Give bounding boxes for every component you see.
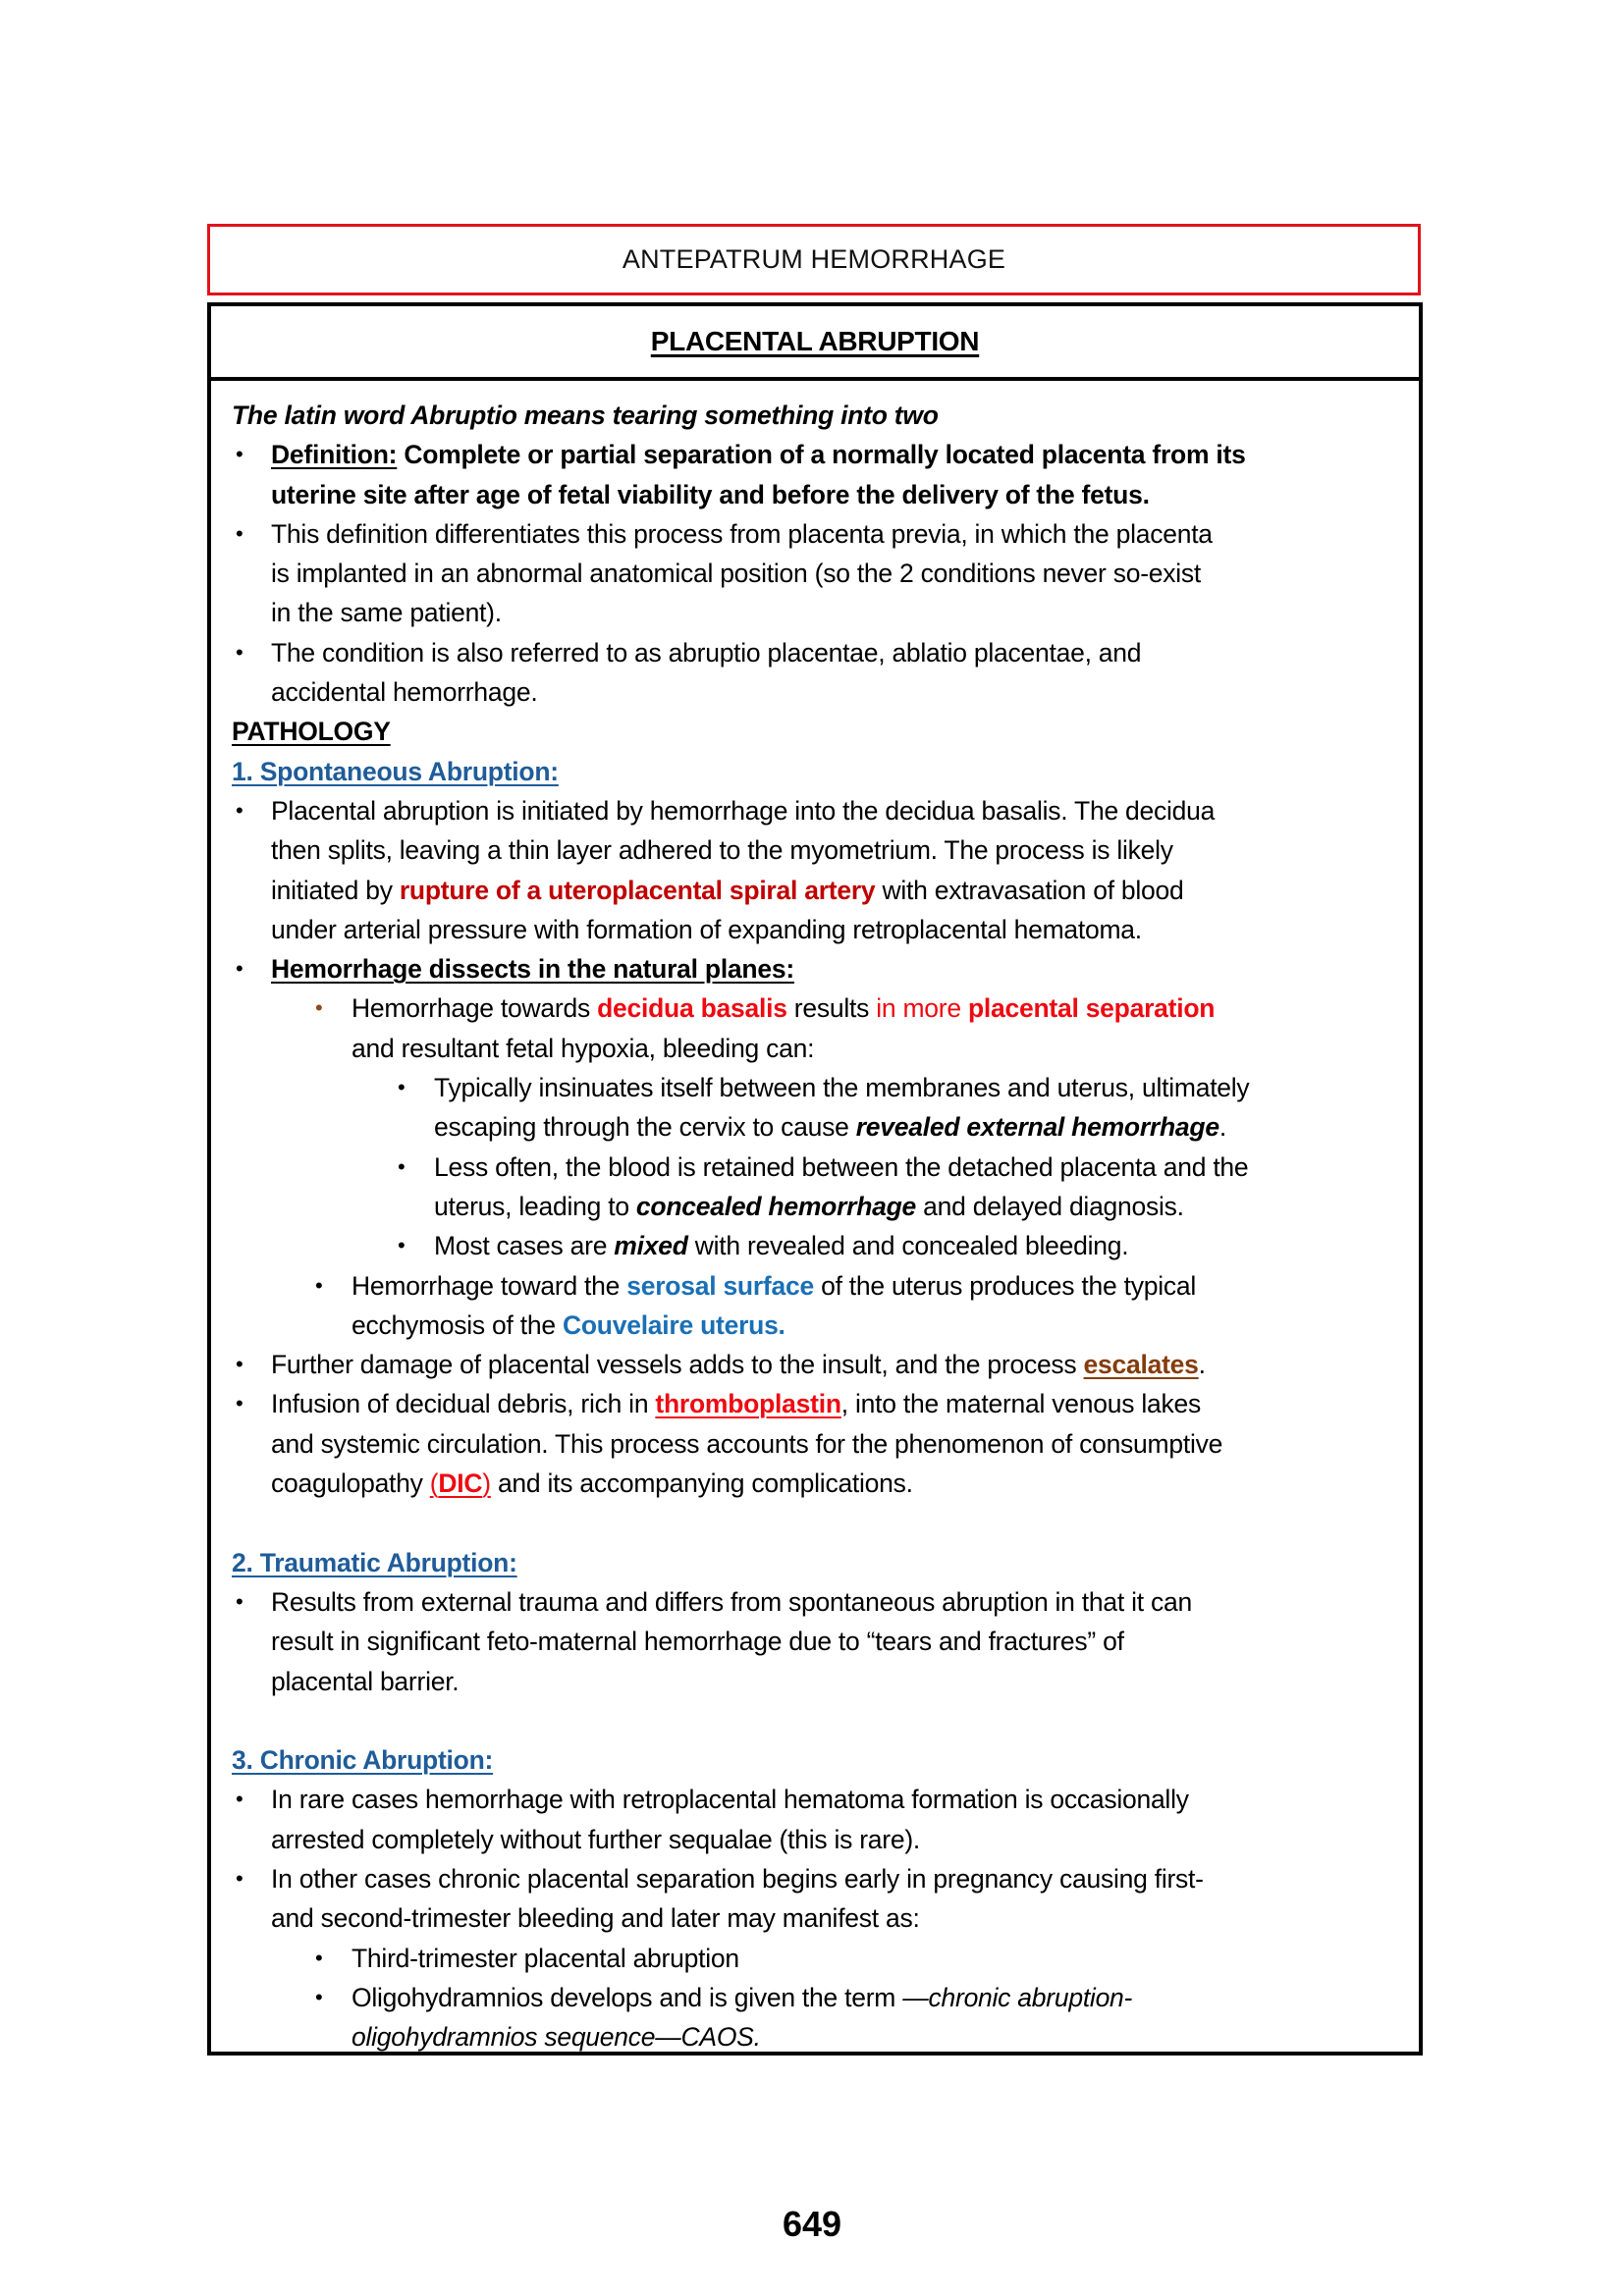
- chronic-other-text: In other cases chronic placental separation begins early in pregnancy causing first-: [271, 1863, 1204, 1894]
- revealed-text: escaping through the cervix to cause: [434, 1112, 856, 1143]
- dic-paren-close: ): [482, 1468, 491, 1499]
- decidua-red-text: in more: [876, 993, 968, 1024]
- thromboplastin-text: and systemic circulation. This process accounts for the phenomenon of consumptive: [271, 1428, 1223, 1459]
- synonyms-item-cont: [232, 672, 1419, 712]
- traumatic-item-cont: [232, 1622, 1419, 1661]
- concealed-text: uterus, leading to: [434, 1191, 636, 1221]
- chapter-title: ANTEPATRUM HEMORRHAGE: [622, 244, 1006, 274]
- chronic-rare-text: In rare cases hemorrhage with retroplacental hematoma formation is occasionally: [271, 1785, 1189, 1815]
- revealed-term: revealed external hemorrhage: [855, 1112, 1219, 1143]
- serosal-surface-highlight: serosal surface: [626, 1270, 814, 1301]
- initiation-item: [232, 791, 1419, 830]
- bullet-icon: •: [236, 442, 244, 467]
- section-content: [211, 385, 1419, 2056]
- section-title: PLACENTAL ABRUPTION: [650, 326, 980, 356]
- initiation-item-cont: [232, 830, 1419, 870]
- blank-line: [232, 1503, 1419, 1542]
- mixed-item: [232, 1226, 1419, 1265]
- bullet-icon: •: [398, 1153, 406, 1179]
- blank-line: [232, 1701, 1419, 1740]
- definition-label: Definition:: [271, 440, 398, 470]
- traumatic-heading: 2. Traumatic Abruption:: [232, 1547, 517, 1577]
- synonyms-text: The condition is also referred to as abruptio placentae, ablatio placentae, and: [271, 637, 1142, 667]
- decidua-item: [232, 988, 1419, 1028]
- concealed-term: concealed hemorrhage: [635, 1191, 917, 1221]
- differentiation-text: is implanted in an abnormal anatomical position (so the 2 conditions never so-exist: [271, 559, 1202, 589]
- couvelaire-highlight: Couvelaire uterus.: [562, 1309, 785, 1340]
- thromboplastin-item-cont: [232, 1424, 1419, 1464]
- chapter-title-box: [207, 224, 1421, 295]
- escalates-highlight: escalates: [1083, 1350, 1199, 1380]
- initiation-item-cont: [232, 910, 1419, 949]
- bullet-icon: •: [236, 1391, 244, 1416]
- bullet-icon: •: [236, 956, 244, 982]
- decidua-text: and resultant fetal hypoxia, bleeding can:: [352, 1033, 815, 1063]
- dic-paren-open: (: [429, 1468, 439, 1499]
- differentiation-item: [232, 514, 1419, 554]
- bullet-icon: •: [315, 995, 323, 1021]
- thromboplastin-highlight: thromboplastin: [655, 1389, 841, 1419]
- thromboplastin-text: coagulopathy: [271, 1468, 430, 1499]
- thromboplastin-text: , into the maternal venous lakes: [840, 1389, 1201, 1419]
- decidua-basalis-highlight: decidua basalis: [597, 993, 787, 1024]
- concealed-item: [232, 1148, 1419, 1187]
- serosal-item-cont: [232, 1306, 1419, 1345]
- definition-text: Complete or partial separation of a normally located placenta from its: [397, 440, 1246, 470]
- spontaneous-heading-line: [232, 752, 1419, 791]
- chronic-other-text: and second-trimester bleeding and later may manifest as:: [271, 1903, 920, 1934]
- dic-highlight: DIC: [438, 1468, 483, 1499]
- traumatic-item: [232, 1582, 1419, 1622]
- initiation-text: with extravasation of blood: [875, 875, 1184, 905]
- decidua-item-cont: [232, 1029, 1419, 1068]
- section-header: [211, 306, 1419, 381]
- bullet-icon: •: [315, 1945, 323, 1970]
- chronic-rare-item-cont: [232, 1820, 1419, 1859]
- mixed-term: mixed: [614, 1231, 688, 1261]
- decidua-text: results: [786, 993, 877, 1024]
- chronic-rare-item: [232, 1780, 1419, 1819]
- spontaneous-heading: 1. Spontaneous Abruption:: [232, 756, 559, 786]
- latin-note: The latin word Abruptio means tearing something into two: [232, 400, 939, 430]
- revealed-text: .: [1218, 1112, 1226, 1143]
- traumatic-item-cont: [232, 1662, 1419, 1701]
- synonyms-text: accidental hemorrhage.: [271, 677, 538, 708]
- bullet-icon: •: [236, 1588, 244, 1614]
- mixed-text: Most cases are: [434, 1231, 615, 1261]
- differentiation-text: This definition differentiates this process from placenta previa, in which the placenta: [271, 518, 1213, 549]
- pathology-heading: PATHOLOGY: [232, 717, 391, 747]
- initiation-text: then splits, leaving a thin layer adhered to the myometrium. The process is likely: [271, 835, 1173, 866]
- bullet-icon: •: [398, 1233, 406, 1258]
- differentiation-item-cont: [232, 593, 1419, 632]
- bullet-icon: •: [315, 1272, 323, 1298]
- bullet-icon: •: [236, 1865, 244, 1891]
- bullet-icon: •: [236, 1787, 244, 1812]
- placental-separation-highlight: placental separation: [967, 993, 1216, 1024]
- serosal-text: of the uterus produces the typical: [813, 1270, 1196, 1301]
- initiation-text: under arterial pressure with formation of expanding retroplacental hematoma.: [271, 914, 1142, 944]
- initiation-text: initiated by: [271, 875, 400, 905]
- escalation-item: [232, 1345, 1419, 1384]
- chronic-other-item-cont: [232, 1898, 1419, 1938]
- third-trimester-item: [232, 1939, 1419, 1978]
- concealed-text: Less often, the blood is retained between the detached placenta and the: [434, 1151, 1249, 1182]
- definition-item: [232, 435, 1419, 474]
- synonyms-item: [232, 633, 1419, 672]
- initiation-item-cont: [232, 871, 1419, 910]
- revealed-item-cont: [232, 1107, 1419, 1147]
- thromboplastin-item-cont: [232, 1464, 1419, 1503]
- planes-item: [232, 949, 1419, 988]
- chronic-rare-text: arrested completely without further sequalae (this is rare).: [271, 1824, 921, 1854]
- definition-item-cont: [232, 475, 1419, 514]
- chronic-other-item: [232, 1859, 1419, 1898]
- serosal-text: Hemorrhage toward the: [352, 1270, 627, 1301]
- differentiation-text: in the same patient).: [271, 598, 502, 628]
- caos-term: —chronic abruption-: [902, 1982, 1133, 2012]
- escalation-text: .: [1198, 1350, 1206, 1380]
- caos-item-cont: [232, 2017, 1419, 2056]
- pathology-heading-line: [232, 712, 1419, 751]
- planes-heading: Hemorrhage dissects in the natural planes:: [271, 954, 794, 985]
- traumatic-text: result in significant feto-maternal hemorrhage due to “tears and fractures” of: [271, 1627, 1124, 1657]
- traumatic-text: placental barrier.: [271, 1666, 460, 1696]
- bullet-icon: •: [236, 520, 244, 546]
- bullet-icon: •: [236, 639, 244, 665]
- traumatic-text: Results from external trauma and differs from spontaneous abruption in that it can: [271, 1586, 1192, 1617]
- bullet-icon: •: [315, 1984, 323, 2009]
- serosal-text: ecchymosis of the: [352, 1309, 563, 1340]
- bullet-icon: •: [236, 1352, 244, 1377]
- caos-text: Oligohydramnios develops and is given the term: [352, 1982, 903, 2012]
- decidua-text: Hemorrhage towards: [352, 993, 598, 1024]
- third-trimester-text: Third-trimester placental abruption: [352, 1943, 739, 1973]
- thromboplastin-text: and its accompanying complications.: [490, 1468, 913, 1499]
- section-box: [207, 302, 1423, 2056]
- traumatic-heading-line: [232, 1543, 1419, 1582]
- revealed-text: Typically insinuates itself between the membranes and uterus, ultimately: [434, 1073, 1250, 1103]
- concealed-text: and delayed diagnosis.: [916, 1191, 1184, 1221]
- escalation-text: Further damage of placental vessels adds to the insult, and the process: [271, 1350, 1084, 1380]
- bullet-icon: •: [398, 1075, 406, 1100]
- page-number: 649: [782, 2204, 842, 2244]
- mixed-text: with revealed and concealed bleeding.: [687, 1231, 1129, 1261]
- latin-note-line: [232, 396, 1419, 435]
- caos-term: oligohydramnios sequence—CAOS.: [352, 2022, 761, 2053]
- spiral-artery-highlight: rupture of a uteroplacental spiral artery: [399, 875, 876, 905]
- concealed-item-cont: [232, 1187, 1419, 1226]
- serosal-item: [232, 1266, 1419, 1306]
- caos-item: [232, 1978, 1419, 2017]
- thromboplastin-item: [232, 1384, 1419, 1423]
- revealed-item: [232, 1068, 1419, 1107]
- definition-text-cont: uterine site after age of fetal viability and before the delivery of the fetus.: [271, 479, 1150, 509]
- chronic-heading-line: [232, 1740, 1419, 1780]
- bullet-icon: •: [236, 797, 244, 823]
- initiation-text: Placental abruption is initiated by hemorrhage into the decidua basalis. The decidua: [271, 795, 1216, 826]
- differentiation-item-cont: [232, 554, 1419, 593]
- chronic-heading: 3. Chronic Abruption:: [232, 1745, 494, 1776]
- thromboplastin-text: Infusion of decidual debris, rich in: [271, 1389, 656, 1419]
